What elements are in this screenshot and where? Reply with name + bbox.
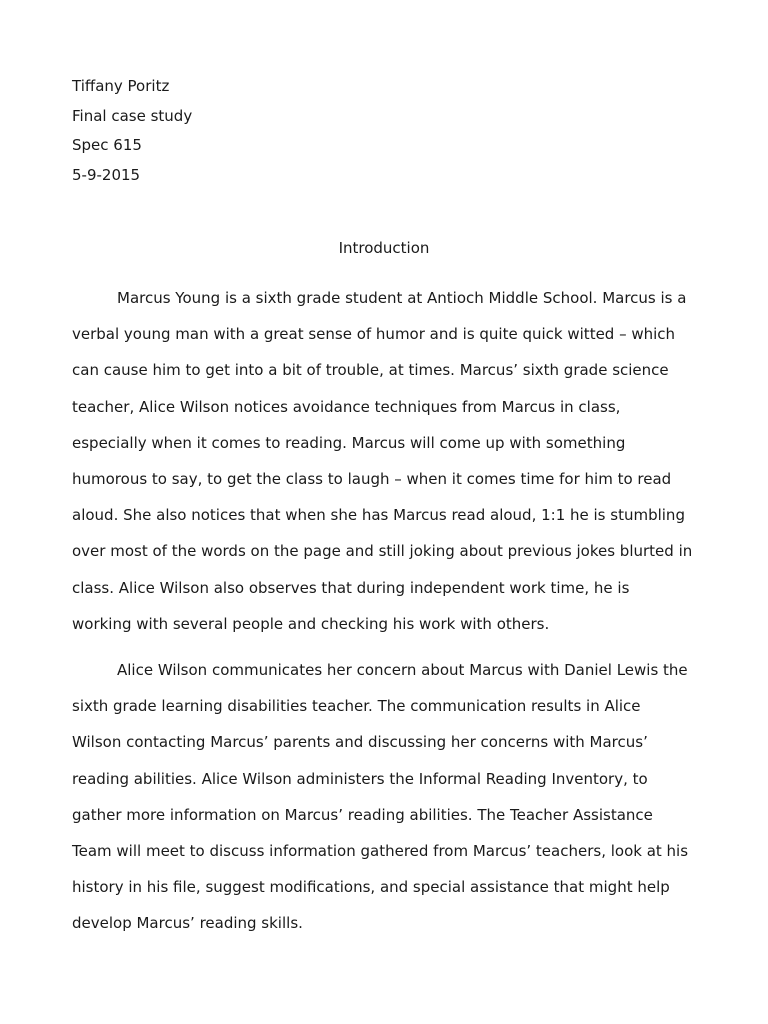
paragraph-line: Marcus Young is a sixth grade student at Antioch Middle School. Marcus is a (117, 289, 687, 307)
paragraph-line: Wilson contacting Marcus’ parents and discussing her concerns with Marcus’ (72, 733, 648, 752)
paragraph-line: teacher, Alice Wilson notices avoidance techniques from Marcus in class, (72, 397, 621, 416)
paragraph-1 (72, 280, 696, 642)
paragraph-line: working with several people and checking his work with others. (72, 614, 550, 633)
author-name: Tiffany Poritz (72, 77, 170, 95)
paragraph-line: aloud. She also notices that when she has Marcus read aloud, 1:1 he is stumbling (72, 506, 685, 525)
paragraph-line: class. Alice Wilson also observes that during independent work time, he is (72, 578, 630, 597)
body-text (72, 280, 696, 942)
paragraph-line: Alice Wilson communicates her concern about Marcus with Daniel Lewis the (117, 661, 688, 680)
paragraph-line: gather more information on Marcus’ reading abilities. The Teacher Assistance (72, 805, 653, 824)
document-header (72, 72, 712, 190)
paragraph-line: over most of the words on the page and still joking about previous jokes blurted in (72, 542, 693, 561)
paragraph-line: especially when it comes to reading. Marcus will come up with something (72, 433, 626, 452)
paragraph-line: Team will meet to discuss information gathered from Marcus’ teachers, look at his (72, 842, 689, 861)
paragraph-2 (72, 652, 696, 942)
course-code: Spec 615 (72, 136, 142, 154)
paragraph-line: verbal young man with a great sense of humor and is quite quick witted – which (72, 325, 676, 344)
paragraph-line: history in his file, suggest modifications, and special assistance that might help (72, 878, 670, 897)
paragraph-line: reading abilities. Alice Wilson administers the Informal Reading Inventory, to (72, 769, 648, 788)
document-title: Final case study (72, 106, 193, 125)
paragraph-line: develop Marcus’ reading skills. (72, 914, 303, 933)
paragraph-line: can cause him to get into a bit of trouble, at times. Marcus’ sixth grade science (72, 361, 669, 380)
section-heading: Introduction (338, 239, 430, 257)
paragraph-line: humorous to say, to get the class to laugh – when it comes time for him to read (72, 470, 672, 489)
paragraph-line: sixth grade learning disabilities teacher. The communication results in Alice (72, 697, 641, 716)
document-date: 5-9-2015 (72, 165, 141, 184)
